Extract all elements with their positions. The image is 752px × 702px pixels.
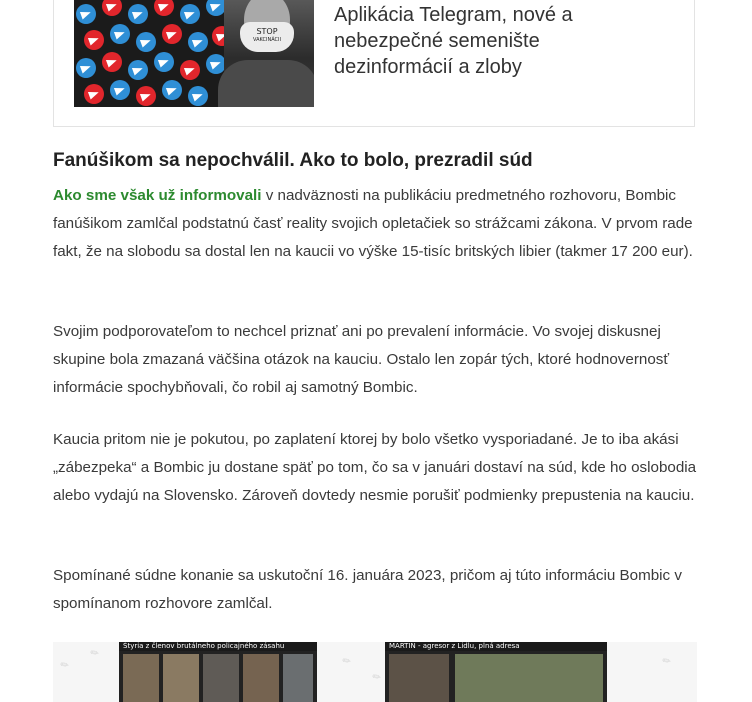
telegram-icon: [162, 24, 182, 44]
telegram-icon: [128, 60, 148, 80]
paragraph-3-text: Kaucia pritom nie je pokutou, po zaplatení ktorej by bolo všetko vysporiadané. Je to iba akási „zábezpeka“ a Bombic ju dostane späť po tom, čo sa v januári dostaví na súd, kde ho oslobodia alebo vydajú na Slovensko. Zároveň dovtedy nesmie porušiť podmienky prepustenia na kauciu.: [53, 431, 697, 504]
mask-text: STOP: [256, 27, 278, 36]
right-screenshot: [385, 642, 607, 702]
telegram-icon: [128, 4, 148, 24]
telegram-icon: [110, 80, 130, 100]
telegram-icon: [162, 80, 182, 100]
watermark-icon: ✎: [340, 654, 354, 669]
paragraph-4: [53, 562, 703, 618]
paragraph-1: [53, 182, 703, 266]
paragraph-1-text: v nadväznosti na publikáciu predmetného rozhovoru, Bombic fanúšikom zamlčal podstatnú časť reality svojich opletačiek so strážcami zákona. V prvom rade fakt, že na slobodu sa dostal len na kaucii vo výške 15-tisíc britských libier (takmer 17 200 eur).: [53, 187, 693, 260]
telegram-icon: [188, 32, 208, 52]
telegram-icon: [154, 0, 174, 16]
related-article-card[interactable]: [53, 0, 695, 127]
paragraph-4-text: Spomínané súdne konanie sa uskutoční 16. januára 2023, pričom aj túto informáciu Bombic v spomínanom rozhovore zamlčal.: [53, 567, 682, 612]
telegram-icon: [84, 84, 104, 104]
person-torso: [218, 60, 314, 107]
informovali-link[interactable]: Ako sme však už informovali: [53, 187, 262, 204]
telegram-icon: [110, 24, 130, 44]
telegram-icon: [102, 0, 122, 16]
telegram-icon: [76, 4, 96, 24]
related-article-thumbnail[interactable]: [74, 0, 314, 107]
paragraph-2: [53, 318, 703, 402]
telegram-icon: [180, 4, 200, 24]
telegram-icon: [136, 32, 156, 52]
related-article-title[interactable]: Aplikácia Telegram, nové a nebezpečné semenište dezinformácií a zloby: [334, 4, 573, 78]
watermark-icon: ✎: [58, 658, 72, 673]
telegram-icon: [102, 52, 122, 72]
telegram-icon: [84, 30, 104, 50]
telegram-icon: [76, 58, 96, 78]
watermark-icon: ✎: [660, 654, 674, 669]
paragraph-2-text: Svojim podporovateľom to nechcel priznať ani po prevalení informácie. Vo svojej diskusnej skupine bola zmazaná väčšina otázok na kauciu. Ostalo len zopár tých, ktoré hodnovernosť informácie spochybňovali, čo robil aj samotný Bombic.: [53, 323, 670, 396]
article-image[interactable]: [53, 642, 697, 702]
telegram-icon: [206, 0, 226, 16]
section-heading: Fanúšikom sa nepochválil. Ako to bolo, prezradil súd: [53, 150, 533, 171]
telegram-icon: [154, 52, 174, 72]
mask-subtext: VAKCINÁCII: [252, 37, 281, 43]
stop-mask: [240, 22, 294, 52]
right-screenshot-caption: MARTIN - agresor z Lidlu, plná adresa: [385, 642, 607, 651]
masked-person-photo: [224, 0, 314, 107]
left-screenshot-caption: Štyria z členov brutálneho policajného zásahu: [119, 642, 317, 651]
telegram-icon: [180, 60, 200, 80]
left-screenshot: [119, 642, 317, 702]
watermark-icon: ✎: [370, 670, 384, 685]
watermark-icon: ✎: [88, 646, 102, 661]
telegram-icon: [188, 86, 208, 106]
telegram-icon: [136, 86, 156, 106]
paragraph-3: [53, 426, 703, 510]
